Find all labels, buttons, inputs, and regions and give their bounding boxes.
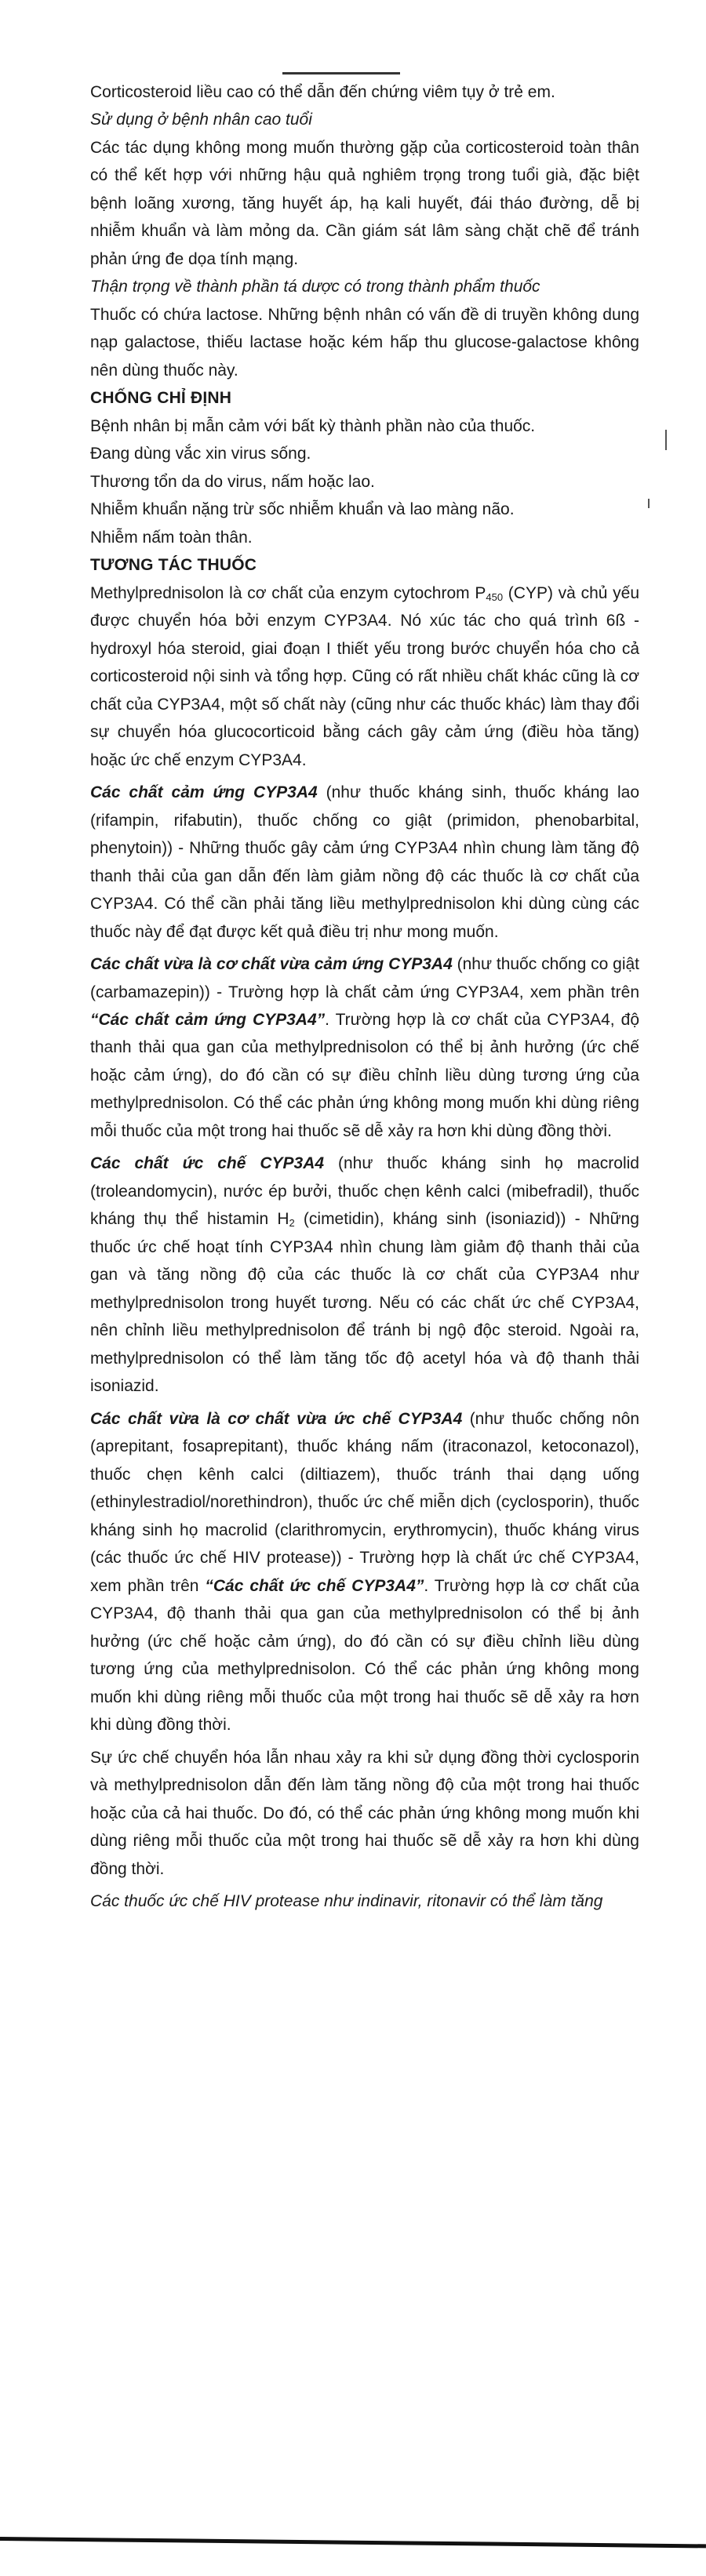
paragraph-inducers: [90, 779, 639, 946]
substrate-inhibitors-text: (như thuốc chống nôn (aprepitant, fosaprepitant), thuốc kháng nấm (itraconazol, ketoconazol), thuốc chẹn kênh calci (diltiazem), thuốc tránh thai dạng uống (ethinylestradiol/norethindron), thuốc ức chế miễn dịch (cyclosporin), thuốc kháng sinh họ macrolid (clarithromycin, erythromycin), thuốc kháng virus (các thuốc ức chế HIV protease)) - Trường hợp là chất ức chế CYP3A4, xem phần trên: [90, 1409, 640, 1595]
paragraph-substrate-inhibitors: [90, 1405, 639, 1739]
paragraph-elderly: Các tác dụng không mong muốn thường gặp của corticosteroid toàn thân có thể kết hợp với những hậu quả nghiêm trọng trong tuổi già, đặc biệt bệnh loãng xương, tăng huyết áp, hạ kali huyết, đái tháo đường, dễ bị nhiễm khuẩn và làm mỏng da. Cần giám sát lâm sàng chặt chẽ để tránh phản ứng đe dọa tính mạng.: [90, 138, 639, 268]
list-item: Đang dùng vắc xin virus sống.: [90, 445, 311, 463]
intro-text-cont: (CYP) và chủ yếu được chuyển hóa bởi enzym CYP3A4. Nó xúc tác cho quá trình 6ß - hydroxyl hóa steroid, giai đoạn I thiết yếu trong bước chuyển hóa cho cả corticosteroid nội sinh và tổng hợp. Cũng có rất nhiều chất khác cũng là cơ chất của CYP3A4, một số chất này (cũng như các thuốc khác) làm thay đổi sự chuyển hóa glucocorticoid bằng cách gây cảm ứng (điều hòa tăng) hoặc ức chế enzym CYP3A4.: [90, 583, 640, 769]
subheading-excipient: Thận trọng về thành phần tá dược có trong thành phẩm thuốc: [90, 278, 540, 296]
substrate-inducers-text: (như thuốc chống co giật (carbamazepin)) - Trường hợp là chất cảm ứng CYP3A4, xem phần trên: [90, 955, 639, 1001]
list-item: Nhiễm khuẩn nặng trừ sốc nhiễm khuẩn và lao màng não.: [90, 500, 515, 519]
scan-top-mark: [282, 72, 400, 74]
paragraph-excipient: Thuốc có chứa lactose. Những bệnh nhân có vấn đề di truyền không dung nạp galactose, thiếu lactase hoặc kém hấp thu glucose-galactose không nên dùng thuốc này.: [90, 305, 639, 380]
paragraph-hiv-protease: Các thuốc ức chế HIV protease như indinavir, ritonavir có thể làm tăng: [90, 1892, 603, 1910]
substrate-inducers-text-cont: . Trường hợp là cơ chất của CYP3A4, độ thanh thải qua gan của methylprednisolon có thể bị ảnh hưởng (ức chế hoặc cảm ứng), do đó cần có sự điều chỉnh liều dùng tương ứng của methylprednisolon. Có thể các phản ứng không mong muốn khi dùng riêng mỗi thuốc của một trong hai thuốc sẽ dễ xảy ra hơn khi dùng đồng thời.: [90, 1010, 639, 1140]
heading-interactions: TƯƠNG TÁC THUỐC: [90, 556, 257, 575]
list-item: Nhiễm nấm toàn thân.: [90, 528, 253, 547]
inhibitors-subscript: 2: [289, 1217, 295, 1230]
paragraph-inhibitors: [90, 1150, 639, 1400]
subheading-elderly: Sử dụng ở bệnh nhân cao tuổi: [90, 111, 312, 129]
document-body: [90, 78, 639, 1915]
paragraph-substrate-inducers: [90, 950, 639, 1145]
inhibitors-text-cont: (cimetidin), kháng sinh (isoniazid)) - Những thuốc ức chế hoạt tính CYP3A4 nhìn chung làm giảm độ thanh thải của gan và tăng nồng độ của các thuốc là cơ chất của CYP3A4 như methylprednisolon trong huyết tương. Nếu có các chất ức chế CYP3A4, nên chỉnh liều methylprednisolon để tránh bị ngộ độc steroid. Ngoài ra, methylprednisolon có thể làm tăng tốc độ acetyl hóa và độ thanh thải isoniazid.: [90, 1210, 639, 1396]
inducers-lead: Các chất cảm ứng CYP3A4: [90, 783, 318, 802]
intro-subscript: 450: [486, 590, 504, 603]
heading-contraindications: CHỐNG CHỈ ĐỊNH: [90, 389, 232, 408]
scan-margin-mark: [648, 499, 650, 508]
substrate-inducers-lead: Các chất vừa là cơ chất vừa cảm ứng CYP3A4: [90, 955, 453, 974]
list-item: Bệnh nhân bị mẫn cảm với bất kỳ thành phần nào của thuốc.: [90, 416, 536, 435]
substrate-inducers-ref: “Các chất cảm ứng CYP3A4”: [90, 1010, 326, 1029]
inhibitors-text: (như thuốc kháng sinh họ macrolid (troleandomycin), nước ép bưởi, thuốc chẹn kênh calci (mibefradil), thuốc kháng thụ thể histamin H: [90, 1154, 639, 1229]
page-bottom-rule: [0, 2537, 706, 2548]
substrate-inhibitors-lead: Các chất vừa là cơ chất vừa ức chế CYP3A4: [90, 1409, 463, 1428]
scan-margin-mark: [665, 430, 667, 450]
paragraph-cyclosporin: Sự ức chế chuyển hóa lẫn nhau xảy ra khi sử dụng đồng thời cyclosporin và methylprednisolon dẫn đến làm tăng nồng độ của một trong hai thuốc hoặc của cả hai thuốc. Do đó, có thể các phản ứng không mong muốn khi dùng riêng mỗi thuốc của một trong hai thuốc sẽ dễ xảy ra hơn khi dùng đồng thời.: [90, 1748, 639, 1878]
intro-text: Methylprednisolon là cơ chất của enzym cytochrom P: [90, 583, 486, 602]
list-item: Thương tổn da do virus, nấm hoặc lao.: [90, 472, 375, 491]
substrate-inhibitors-text-cont: . Trường hợp là cơ chất của CYP3A4, độ thanh thải qua gan của methylprednisolon có thể bị ảnh hưởng (ức chế hoặc cảm ứng), do đó cần có sự điều chỉnh liều dùng tương ứng của methylprednisolon. Có thể các phản ứng không mong muốn khi dùng riêng mỗi thuốc của một trong hai thuốc sẽ dễ xảy ra hơn khi dùng đồng thời.: [90, 1576, 639, 1735]
inducers-text: (như thuốc kháng sinh, thuốc kháng lao (rifampin, rifabutin), thuốc chống co giật (primidon, phenobarbital, phenytoin)) - Những thuốc gây cảm ứng CYP3A4 nhìn chung làm tăng độ thanh thải của gan dẫn đến làm giảm nồng độ các thuốc là cơ chất của CYP3A4. Có thể cần phải tăng liều methylprednisolon khi dùng cùng các thuốc này để đạt được kết quả điều trị như mong muốn.: [90, 783, 640, 941]
substrate-inhibitors-ref: “Các chất ức chế CYP3A4”: [205, 1576, 424, 1595]
paragraph-pancreatitis: Corticosteroid liều cao có thể dẫn đến chứng viêm tụy ở trẻ em.: [90, 83, 555, 101]
inhibitors-lead: Các chất ức chế CYP3A4: [90, 1154, 325, 1173]
paragraph-interactions-intro: [90, 580, 639, 774]
